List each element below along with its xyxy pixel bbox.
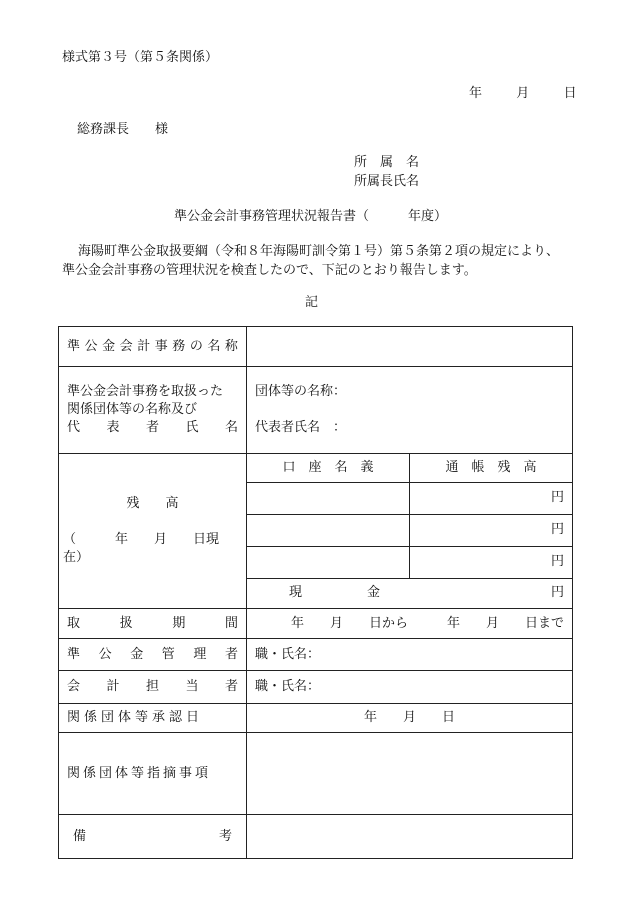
body-text-line-1: 海陽町準公金取扱要綱（令和８年海陽町訓令第１号）第５条第２項の規定により、 <box>78 244 560 259</box>
table-row-remarks <box>59 733 573 815</box>
table-row-accountant <box>59 671 573 704</box>
char: 務 <box>172 338 186 354</box>
document-title: 準公金会計事務管理状況報告書（ 年度） <box>174 209 448 224</box>
label-period-text <box>67 615 238 633</box>
char: 間 <box>224 615 238 631</box>
char: 会 <box>67 679 81 694</box>
accountant-value: 職・氏名： <box>255 679 321 694</box>
table-row-period <box>59 609 573 639</box>
field-remarks[interactable] <box>247 733 573 815</box>
table-row-approval <box>59 704 573 733</box>
cash-label: 現 金 <box>289 585 381 601</box>
date-day: 日 <box>563 86 577 101</box>
field-accountant[interactable] <box>247 671 573 704</box>
passbook-balance-3[interactable] <box>410 546 573 578</box>
field-notes[interactable] <box>247 815 573 859</box>
label-manager <box>59 639 247 671</box>
form-number: 様式第３号（第５条関係） <box>62 50 219 65</box>
char: 管 <box>161 646 175 662</box>
report-date <box>469 82 577 101</box>
char: 扱 <box>119 615 133 631</box>
label-notes-text <box>67 828 238 846</box>
field-period[interactable] <box>247 609 573 639</box>
char: 者 <box>145 420 159 435</box>
label-org <box>59 367 247 454</box>
char: 備 <box>73 828 87 844</box>
char: 表 <box>106 420 120 435</box>
balance-grid <box>247 454 572 608</box>
label-accountant-text <box>67 678 238 696</box>
label-accounting-name-text <box>67 338 238 356</box>
label-org-line-3 <box>67 419 238 437</box>
char: 称 <box>224 338 238 354</box>
char: 準 <box>67 338 81 354</box>
yen-unit: 円 <box>550 554 564 569</box>
date-month: 月 <box>516 86 530 101</box>
char: 名 <box>224 420 238 435</box>
rep-name-field: 代表者氏名 ： <box>255 420 347 435</box>
label-accountant <box>59 671 247 704</box>
table-row-balance <box>59 454 573 609</box>
label-notes <box>59 815 247 859</box>
char: 公 <box>98 646 112 662</box>
char: 金 <box>130 646 144 662</box>
label-balance-as-of: （ 年 月 日現在） <box>63 532 220 565</box>
account-holder-1[interactable] <box>247 482 410 514</box>
table-row-org <box>59 367 573 454</box>
char: 会 <box>119 338 133 354</box>
char: 準 <box>67 646 81 662</box>
char: 計 <box>137 338 151 354</box>
balance-grid-cell <box>247 454 573 609</box>
field-accounting-name[interactable] <box>247 327 573 367</box>
char: の <box>189 338 203 354</box>
char: 取 <box>67 615 81 631</box>
char: 者 <box>224 646 238 662</box>
char: 金 <box>102 338 116 354</box>
field-approval[interactable] <box>247 704 573 733</box>
addressee: 総務課長 様 <box>77 122 169 137</box>
char: 代 <box>67 420 81 435</box>
org-head-label: 所属長氏名 <box>354 174 420 189</box>
char: 公 <box>84 338 98 354</box>
manager-value: 職・氏名： <box>255 646 321 662</box>
label-balance <box>59 454 247 609</box>
field-manager[interactable] <box>247 639 573 671</box>
char: 期 <box>172 615 186 631</box>
label-approval-text: 関係団体等承認日 <box>67 710 204 725</box>
label-remarks <box>59 733 247 815</box>
yen-unit: 円 <box>550 522 564 537</box>
body-text-line-2: 準公金会計事務の管理状況を検査したので、下記のとおり報告します。 <box>62 263 477 278</box>
label-org-line-1: 準公金会計事務を取扱った <box>67 384 224 399</box>
label-org-line-2: 関係団体等の名称及び <box>67 402 198 417</box>
ki-marker: 記 <box>305 295 319 310</box>
passbook-balance-2[interactable] <box>410 514 573 546</box>
table-row-manager <box>59 639 573 671</box>
char: 者 <box>224 679 238 694</box>
label-accounting-name <box>59 327 247 367</box>
passbook-balance-1[interactable] <box>410 482 573 514</box>
label-balance-title: 残 高 <box>126 496 179 511</box>
yen-unit: 円 <box>550 490 564 505</box>
report-table <box>58 326 573 859</box>
char: 理 <box>193 646 207 662</box>
approval-value: 年 月 日 <box>363 710 455 725</box>
org-name-label: 所 属 名 <box>354 155 420 170</box>
table-row-name <box>59 327 573 367</box>
table-row-notes <box>59 815 573 859</box>
account-holder-3[interactable] <box>247 546 410 578</box>
account-holder-2[interactable] <box>247 514 410 546</box>
col-account-holder: 口 座 名 義 <box>247 454 410 482</box>
char: 当 <box>185 679 199 694</box>
col-passbook-balance: 通 帳 残 高 <box>410 454 573 482</box>
period-value: 年 月 日から 年 月 日まで <box>290 615 564 631</box>
char: 事 <box>154 338 168 354</box>
label-period <box>59 609 247 639</box>
char: 考 <box>218 828 232 844</box>
char: 計 <box>106 679 120 694</box>
field-org[interactable] <box>247 367 573 454</box>
char: 名 <box>207 338 221 354</box>
label-manager-text <box>67 646 238 664</box>
label-approval <box>59 704 247 733</box>
label-remarks-text: 関係団体等指摘事項 <box>67 765 212 781</box>
char: 氏 <box>185 420 199 435</box>
yen-unit: 円 <box>550 585 564 601</box>
date-year: 年 <box>469 86 483 101</box>
cash-row[interactable] <box>247 578 572 608</box>
org-name-field: 団体等の名称： <box>255 384 347 399</box>
char: 担 <box>145 679 159 694</box>
